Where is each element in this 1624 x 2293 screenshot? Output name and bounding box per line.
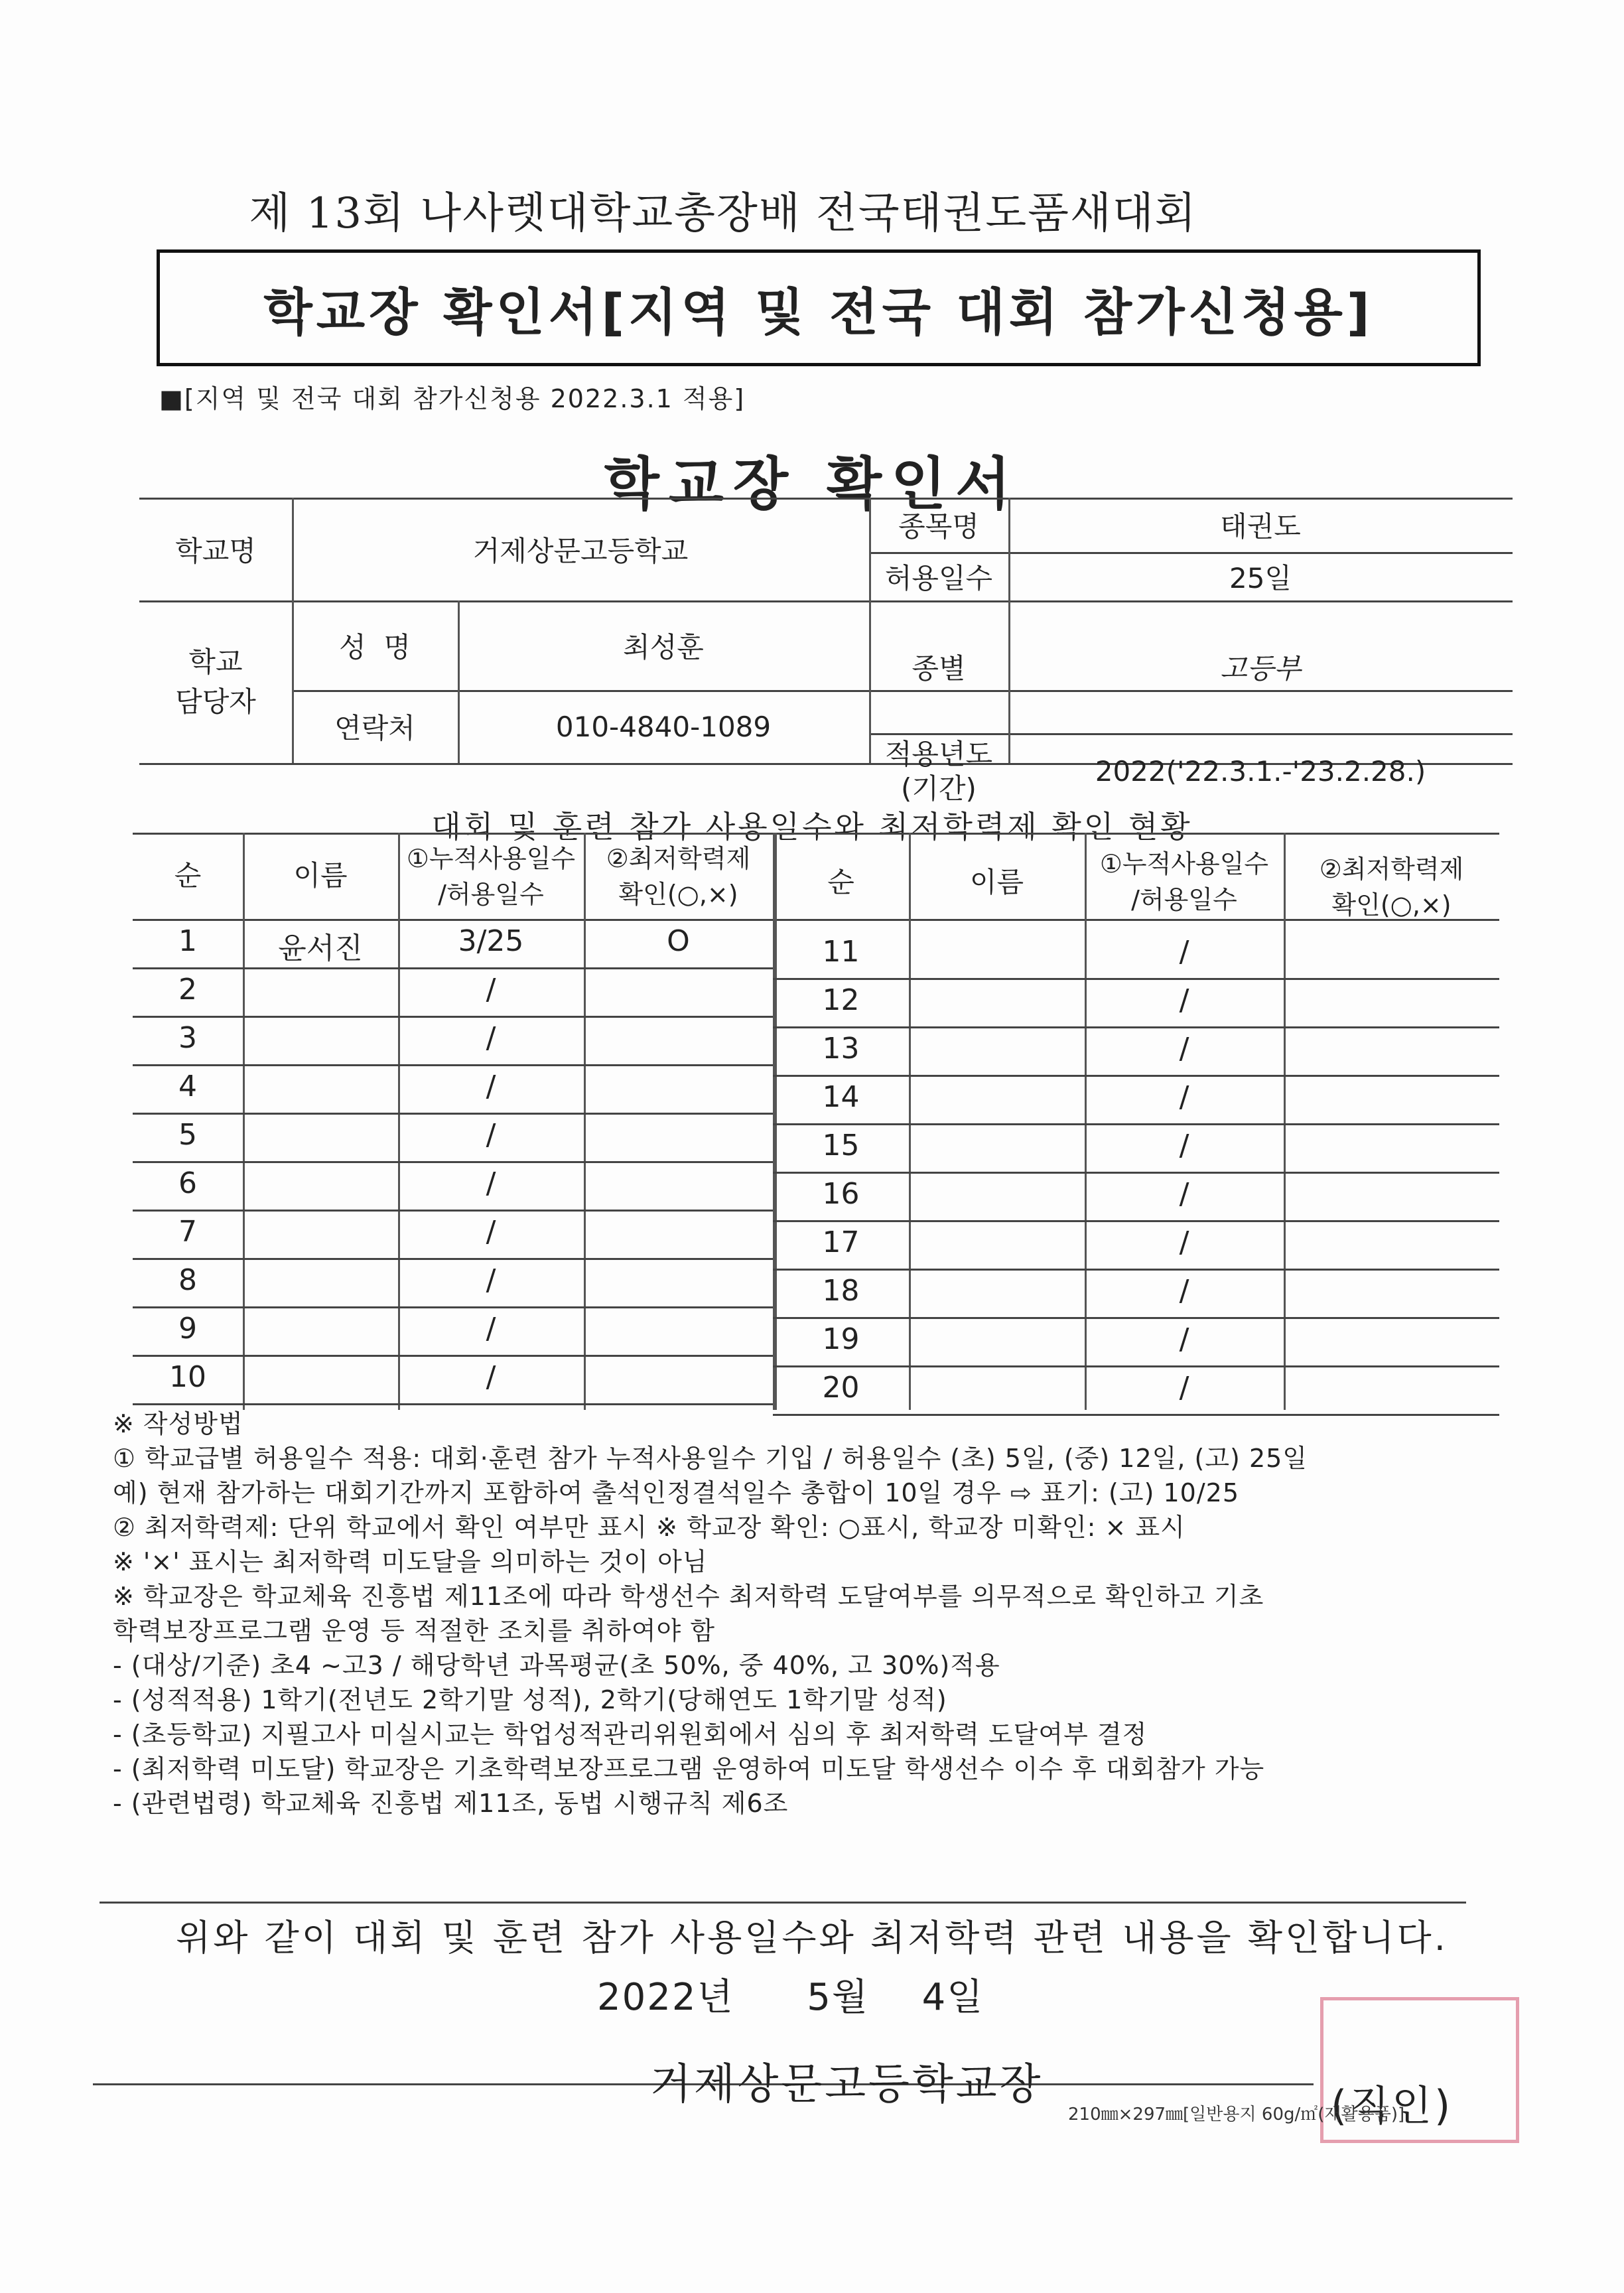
row-days: / [1179,1177,1189,1211]
usage-row-rule [773,1123,1499,1125]
row-days: / [486,1021,496,1055]
row-days: / [1179,1274,1189,1308]
row-days: / [486,1070,496,1103]
usage-row-rule [773,1075,1499,1077]
row-seq: 17 [822,1225,860,1259]
row-days: / [486,1166,496,1200]
row-seq: 19 [822,1322,860,1356]
row-seq: 10 [169,1360,206,1394]
header-days-left: ①누적사용일수 /허용일수 [406,844,576,909]
row-seq: 11 [822,935,860,969]
row-days: / [486,1118,496,1152]
row-check: O [667,924,690,958]
form-title: 학교장 확인서 [604,451,1020,518]
allowed-days-label: 허용일수 [884,561,993,594]
paper-spec: 210㎜×297㎜[일반용지 60g/㎡(재활용품)] [1068,2105,1405,2124]
usage-row-rule [773,1365,1499,1367]
row-seq: 14 [822,1080,860,1114]
row-days: 3/25 [458,924,524,958]
contact-value: 010-4840-1089 [555,710,772,743]
note-line: - (초등학교) 지필고사 미실시교는 학업성적관리위원회에서 심의 후 최저학력 도달여부 결정 [113,1720,1148,1749]
row-days: / [1179,983,1189,1017]
allowed-days-value: 25일 [1229,561,1292,594]
note-line: - (대상/기준) 초4 ~고3 / 해당학년 과목평균(초 50%, 중 40%, 고 30%)적용 [113,1651,1000,1680]
row-days: / [1179,1225,1189,1259]
principal-name: 거제상문고등학교장 [650,2060,1044,2109]
usage-row-rule [773,1172,1499,1174]
row-days: / [486,1263,496,1297]
usage-section-title: 대회 및 훈련 참가 사용일수와 최저학력제 확인 현황 [431,809,1193,845]
contact-label: 연락처 [334,712,415,744]
header-days-right: ①누적사용일수 /허용일수 [1099,849,1269,914]
header-seq-left: 순 [174,859,202,892]
usage-row-rule [133,1258,773,1260]
row-days: / [1179,935,1189,969]
note-line: ① 학교급별 허용일수 적용: 대회·훈련 참가 누적사용일수 기입 / 허용일수 (초) 5일, (중) 12일, (고) 25일 [113,1444,1308,1473]
row-seq: 6 [178,1166,197,1200]
apply-note: ■[지역 및 전국 대회 참가신청용 2022.3.1 적용] [159,384,746,413]
usage-divider [909,833,911,1410]
note-line: 학력보장프로그램 운영 등 적절한 조치를 취하여야 함 [113,1616,716,1645]
staff-label: 학교 담당자 [175,645,256,718]
period-value: 2022('22.3.1.-'23.2.28.) [1095,755,1426,788]
row-days: / [486,1312,496,1346]
note-line: 예) 현재 참가하는 대회기간까지 포함하여 출석인정결석일수 총합이 10일 경우 ⇨ 표기: (고) 10/25 [113,1478,1240,1507]
row-seq: 15 [822,1129,860,1162]
school-name-label: 학교명 [175,534,256,567]
row-seq: 12 [822,983,860,1017]
seal-mark: (직인) [1331,2081,1454,2130]
writing-instructions [113,1407,1526,1821]
usage-row-rule [133,1403,773,1405]
usage-row-rule [773,1269,1499,1271]
usage-row-rule [133,1161,773,1163]
row-seq: 4 [178,1070,197,1103]
date-month: 5월 [807,1976,869,2019]
staff-name-label: 성 명 [339,630,411,663]
row-seq: 20 [822,1371,860,1405]
school-name-value: 거제상문고등학교 [472,534,689,567]
usage-row-rule [133,1113,773,1115]
row-name: 윤서진 [278,932,363,965]
usage-row-rule [133,1016,773,1018]
row-seq: 2 [178,973,197,1007]
note-line: - (관련법령) 학교체육 진흥법 제11조, 동법 시행규칙 제6조 [113,1789,789,1818]
usage-row-rule [773,1026,1499,1028]
row-seq: 1 [178,924,197,958]
event-label: 종목명 [898,510,979,543]
header-check-left: ②최저학력제 확인(○,×) [606,844,751,909]
usage-row-rule [133,1210,773,1212]
period-label: 적용년도 (기간) [884,737,993,805]
date-year: 2022년 [597,1976,734,2019]
document-banner: 학교장 확인서[지역 및 전국 대회 참가신청용] [157,249,1481,366]
issue-date [597,1968,984,2021]
row-seq: 16 [822,1177,860,1211]
row-seq: 5 [178,1118,197,1152]
usage-table [133,833,1499,1430]
row-seq: 9 [178,1312,197,1346]
staff-name-value: 최성훈 [623,630,704,663]
event-title: 제 13회 나사렛대학교총장배 전국태권도품새대회 [249,189,1197,238]
header-seq-right: 순 [827,866,854,898]
usage-row-rule [773,1317,1499,1319]
row-days: / [486,1360,496,1394]
school-info-table [139,498,1513,809]
row-seq: 8 [178,1263,197,1297]
usage-row-rule [773,1220,1499,1222]
note-line: ※ 학교장은 학교체육 진흥법 제11조에 따라 학생선수 최저학력 도달여부를 의무적으로 확인하고 기초 [113,1582,1264,1611]
row-seq: 18 [822,1274,860,1308]
row-days: / [1179,1129,1189,1162]
usage-row-rule [773,978,1499,980]
usage-row-rule [133,967,773,969]
usage-rule [133,833,1499,835]
date-day: 4일 [921,1976,984,2019]
row-days: / [486,973,496,1007]
usage-row-rule [133,1064,773,1066]
row-days: / [1179,1032,1189,1066]
category-label: 종별 [912,652,966,685]
usage-divider [584,833,586,1410]
note-line: - (최저학력 미도달) 학교장은 기초학력보장프로그램 운영하여 미도달 학생선수 이수 후 대회참가 가능 [113,1754,1265,1783]
row-seq: 3 [178,1021,197,1055]
note-line: ② 최저학력제: 단위 학교에서 확인 여부만 표시 ※ 학교장 확인: ○표시, 학교장 미확인: × 표시 [113,1513,1185,1542]
confirmation-statement: 위와 같이 대회 및 훈련 참가 사용일수와 최저학력 관련 내용을 확인합니다. [176,1917,1448,1959]
usage-divider [243,833,245,1410]
note-line: - (성적적용) 1학기(전년도 2학기말 성적), 2학기(당해연도 1학기말 성적) [113,1685,947,1714]
row-days: / [1179,1371,1189,1405]
row-seq: 7 [178,1215,197,1249]
usage-row-rule [133,1306,773,1308]
note-line: ※ '×' 표시는 최저학력 미도달을 의미하는 것이 아님 [113,1547,708,1576]
row-days: / [1179,1322,1189,1356]
row-seq: 13 [822,1032,860,1066]
note-line: ※ 작성방법 [113,1409,243,1438]
category-value: 고등부 [1220,652,1301,685]
usage-row-rule [133,1355,773,1357]
event-value: 태권도 [1220,510,1301,543]
header-name-right: 이름 [969,866,1024,898]
row-days: / [486,1215,496,1249]
row-days: / [1179,1080,1189,1114]
header-name-left: 이름 [293,859,348,892]
header-check-right: ②최저학력제 확인(○,×) [1319,855,1464,920]
notes-rule [100,1902,1466,1904]
